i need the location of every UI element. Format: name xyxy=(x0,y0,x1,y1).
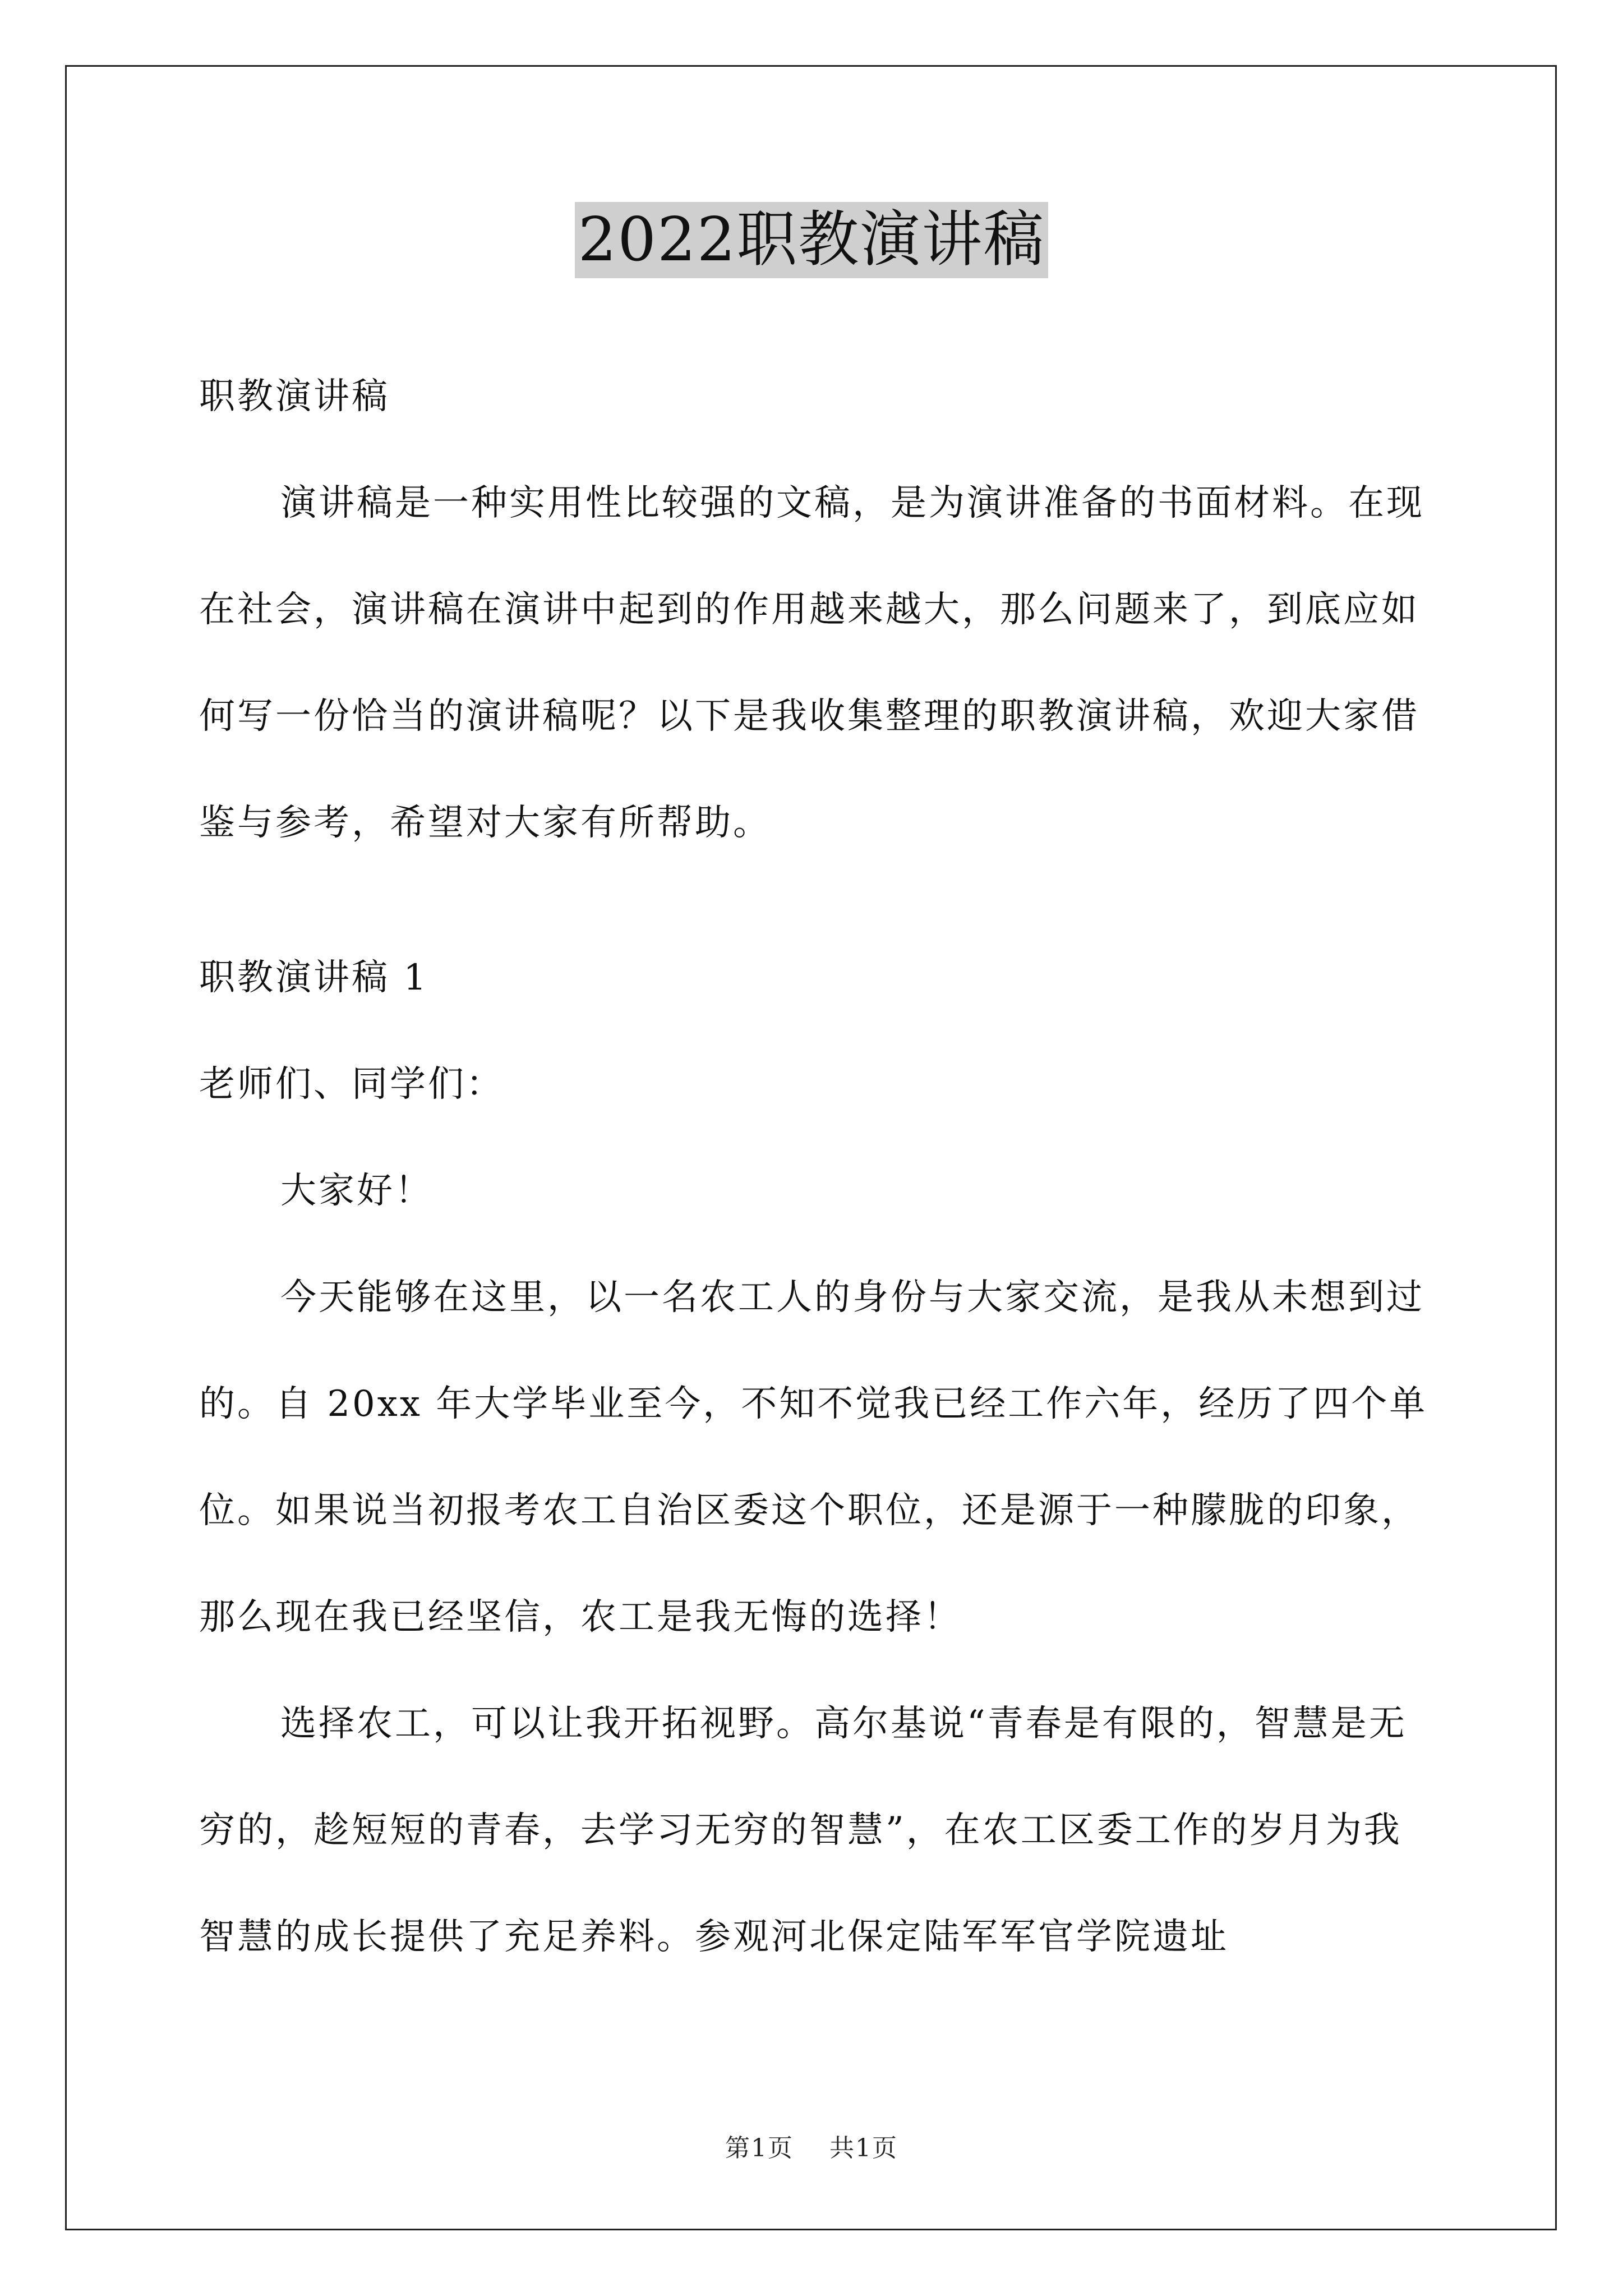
intro-paragraph: 演讲稿是一种实用性比较强的文稿，是为演讲准备的书面材料。在现在社会，演讲稿在演讲中起到的作用越来越大，那么问题来了，到底应如何写一份恰当的演讲稿呢？以下是我收集整理的职教演讲稿，欢迎大家借鉴与参考，希望对大家有所帮助。 xyxy=(199,482,1424,844)
section-heading: 职教演讲稿 1 xyxy=(199,957,429,999)
document-body xyxy=(199,343,1438,1990)
page-number: 第1页 xyxy=(725,2134,794,2162)
greeting: 大家好！ xyxy=(280,1170,433,1212)
paragraph-2: 选择农工，可以让我开拓视野。高尔基说“青春是有限的，智慧是无穷的，趁短短的青春，去学习无穷的智慧”，在农工区委工作的岁月为我智慧的成长提供了充足养料。参观河北保定陆军军官学院遗址 xyxy=(199,1703,1407,1958)
paragraph-1: 今天能够在这里，以一名农工人的身份与大家交流，是我从未想到过的。自 20xx 年大学毕业至今，不知不觉我已经工作六年，经历了四个单位。如果说当初报考农工自治区委这个职位，还是源于一种朦胧的印象，那么现在我已经坚信，农工是我无悔的选择！ xyxy=(199,1277,1428,1638)
content-heading: 职教演讲稿 xyxy=(199,376,390,417)
salutation: 老师们、同学们： xyxy=(199,1064,504,1105)
document-title: 2022职教演讲稿 xyxy=(575,202,1049,278)
title-block xyxy=(0,202,1623,278)
page-total: 共1页 xyxy=(829,2134,898,2162)
spacer xyxy=(199,876,1438,924)
page-footer xyxy=(0,2132,1623,2165)
